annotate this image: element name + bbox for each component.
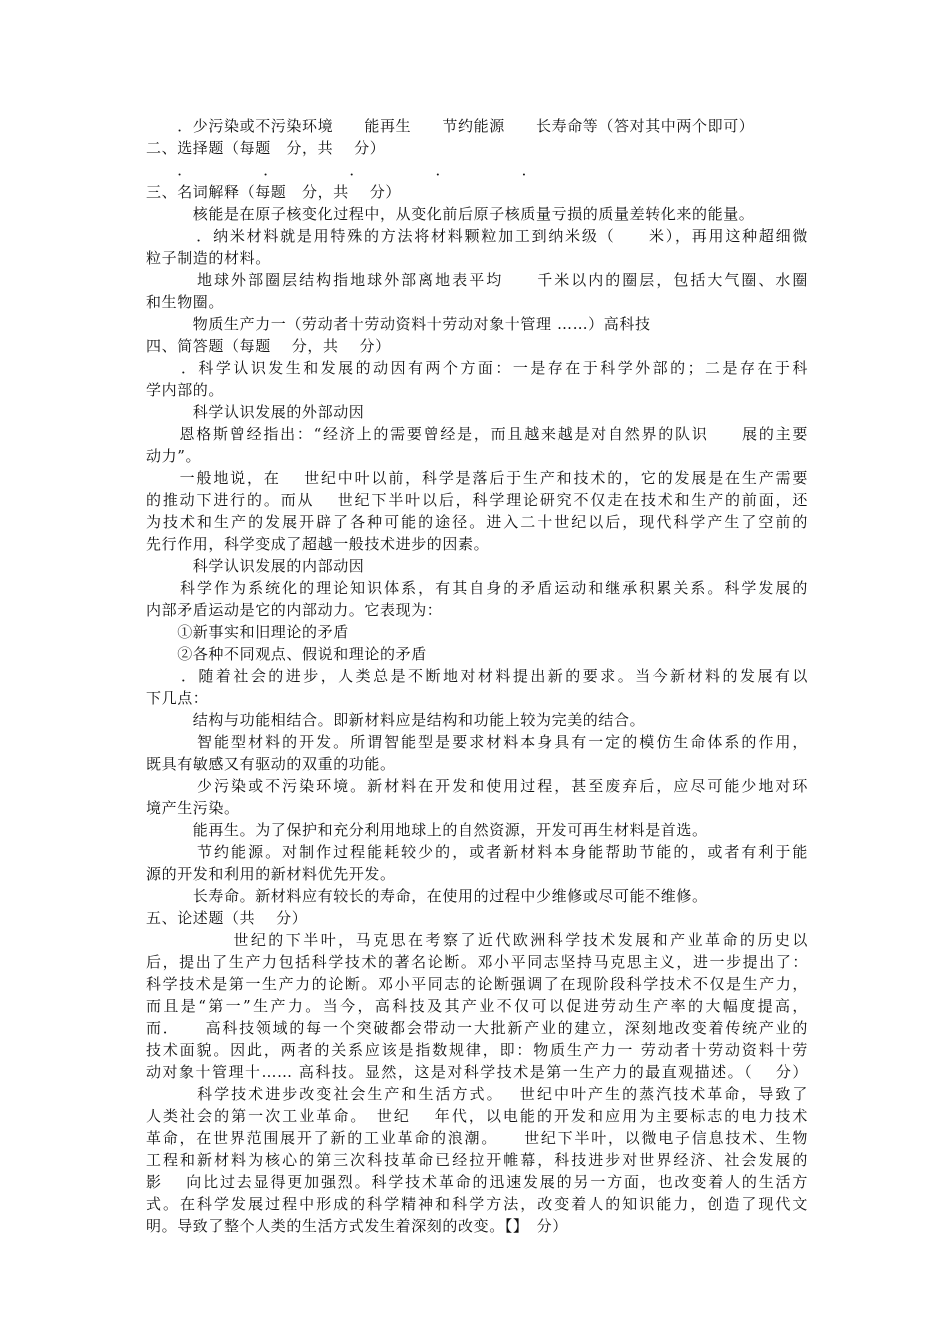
paragraph-line: 智能型材料的开发。所谓智能型是要求材料本身具有一定的模仿生命体系的作用， xyxy=(146,733,808,751)
answer-line-1: ．少污染或不污染环境 能再生 节约能源 长寿命等（答对其中两个即可） xyxy=(146,117,755,135)
paragraph-line: 结构与功能相结合。即新材料应是结构和功能上较为完美的结合。 xyxy=(146,711,646,729)
paragraph-line: 而． 高科技领域的每一个突破都会带动一大批新产业的建立，深刻地改变着传统产业的 xyxy=(146,1019,808,1037)
subheading-external-cause: 科学认识发展的外部动因 xyxy=(146,403,365,421)
paragraph-line: 的推动下进行的。而从 世纪下半叶以后，科学理论研究不仅走在技术和生产的前面，还 xyxy=(146,491,808,509)
subheading-internal-cause: 科学认识发展的内部动因 xyxy=(146,557,365,575)
paragraph-line: 后，提出了生产力包括科学技术的著名论断。邓小平同志坚持马克思主义，进一步提出了： xyxy=(146,953,808,971)
paragraph-line: 世纪的下半叶，马克思在考察了近代欧洲科学技术发展和产业革命的历史以 xyxy=(146,931,808,949)
paragraph-line: 境产生污染。 xyxy=(146,799,240,817)
paragraph-line: 学内部的。 xyxy=(146,381,225,399)
paragraph-line: 明。导致了整个人类的生活方式发生着深刻的改变。【】 分） xyxy=(146,1217,568,1235)
paragraph-line: 能再生。为了保护和充分利用地球上的自然资源，开发可再生材料是首选。 xyxy=(146,821,708,839)
paragraph-line: 式。在科学发展过程中形成的科学精神和科学方法，改变着人的知识能力，创造了现代文 xyxy=(146,1195,808,1213)
paragraph-line: 地球外部圈层结构指地球外部离地表平均 千米以内的圈层，包括大气圈、水圈 xyxy=(146,271,808,289)
paragraph-line: 长寿命。新材料应有较长的寿命，在使用的过程中少维修或尽可能不维修。 xyxy=(146,887,708,905)
paragraph-line: 动对象十管理十…… 高科技。显然，这是对科学技术是第一生产力的最直观描述。（ 分） xyxy=(146,1063,808,1081)
paragraph-line: 工程和新材料为核心的第三次科技革命已经拉开帷幕，科技进步对世界经济、社会发展的 xyxy=(146,1151,808,1169)
section-heading-terms: 三、名词解释（每题 分，共 分） xyxy=(146,183,401,201)
paragraph-line: 粒子制造的材料。 xyxy=(146,249,271,267)
paragraph-line: 技术面貌。因此，两者的关系应该是指数规律，即：物质生产力一 劳动者十劳动资料十劳 xyxy=(146,1041,808,1059)
paragraph-line: 和生物圈。 xyxy=(146,293,225,311)
paragraph-line: ．科学认识发生和发展的动因有两个方面：一是存在于科学外部的；二是存在于科 xyxy=(146,359,808,377)
paragraph-line: 科学技术进步改变社会生产和生活方式。 世纪中叶产生的蒸汽技术革命，导致了 xyxy=(146,1085,808,1103)
section-heading-essay: 五、论述题（共 分） xyxy=(146,909,308,927)
paragraph-line: 而且是“第一”生产力。当今，高科技及其产业不仅可以促进劳动生产率的大幅度提高， xyxy=(146,997,808,1015)
paragraph-line: 人类社会的第一次工业革命。 世纪 年代，以电能的开发和应用为主要标志的电力技术 xyxy=(146,1107,808,1125)
paragraph-line: 既具有敏感又有驱动的双重的功能。 xyxy=(146,755,396,773)
paragraph-line: 先行作用，科学变成了超越一般技术进步的因素。 xyxy=(146,535,490,553)
choice-answers-line: ． ． ． ． ． xyxy=(146,161,538,179)
list-item: ②各种不同观点、假说和理论的矛盾 xyxy=(146,645,427,663)
paragraph-line: 节约能源。对制作过程能耗较少的，或者新材料本身能帮助节能的，或者有利于能 xyxy=(146,843,808,861)
paragraph-line: 源的开发和利用的新材料优先开发。 xyxy=(146,865,396,883)
paragraph-line: 动力”。 xyxy=(146,447,202,465)
paragraph-line: 科学作为系统化的理论知识体系，有其自身的矛盾运动和继承积累关系。科学发展的 xyxy=(146,579,808,597)
paragraph-line: 为技术和生产的发展开辟了各种可能的途径。进入二十世纪以后，现代科学产生了空前的 xyxy=(146,513,808,531)
paragraph-line: 内部矛盾运动是它的内部动力。它表现为： xyxy=(146,601,443,619)
paragraph-line: ．随着社会的进步，人类总是不断地对材料提出新的要求。当今新材料的发展有以 xyxy=(146,667,808,685)
paragraph-line: 革命，在世界范围展开了新的工业革命的浪潮。 世纪下半叶，以微电子信息技术、生物 xyxy=(146,1129,808,1147)
paragraph-line: 一般地说，在 世纪中叶以前，科学是落后于生产和技术的，它的发展是在生产需要 xyxy=(146,469,808,487)
paragraph-line: 少污染或不污染环境。新材料在开发和使用过程，甚至废弃后，应尽可能少地对环 xyxy=(146,777,808,795)
paragraph-line: 影 向比过去显得更加强烈。科学技术革命的迅速发展的另一方面，也改变着人的生活方 xyxy=(146,1173,808,1191)
list-item: ①新事实和旧理论的矛盾 xyxy=(146,623,349,641)
paragraph-line: 物质生产力一（劳动者十劳动资料十劳动对象十管理 ……）高科技 xyxy=(146,315,651,333)
paragraph-line: 恩格斯曾经指出：“经济上的需要曾经是，而且越来越是对自然界的队识 展的主要 xyxy=(146,425,808,443)
section-heading-short-answer: 四、简答题（每题 分，共 分） xyxy=(146,337,391,355)
paragraph-line: 核能是在原子核变化过程中，从变化前后原子核质量亏损的质量差转化来的能量。 xyxy=(146,205,755,223)
paragraph-line: 科学技术是第一生产力的论断。邓小平同志的论断强调了在现阶段科学技术不仅是生产力， xyxy=(146,975,808,993)
paragraph-line: ．纳米材料就是用特殊的方法将材料颗粒加工到纳米级（ 米），再用这种超细微 xyxy=(146,227,808,245)
section-heading-choice: 二、选择题（每题 分，共 分） xyxy=(146,139,386,157)
paragraph-line: 下几点： xyxy=(146,689,209,707)
